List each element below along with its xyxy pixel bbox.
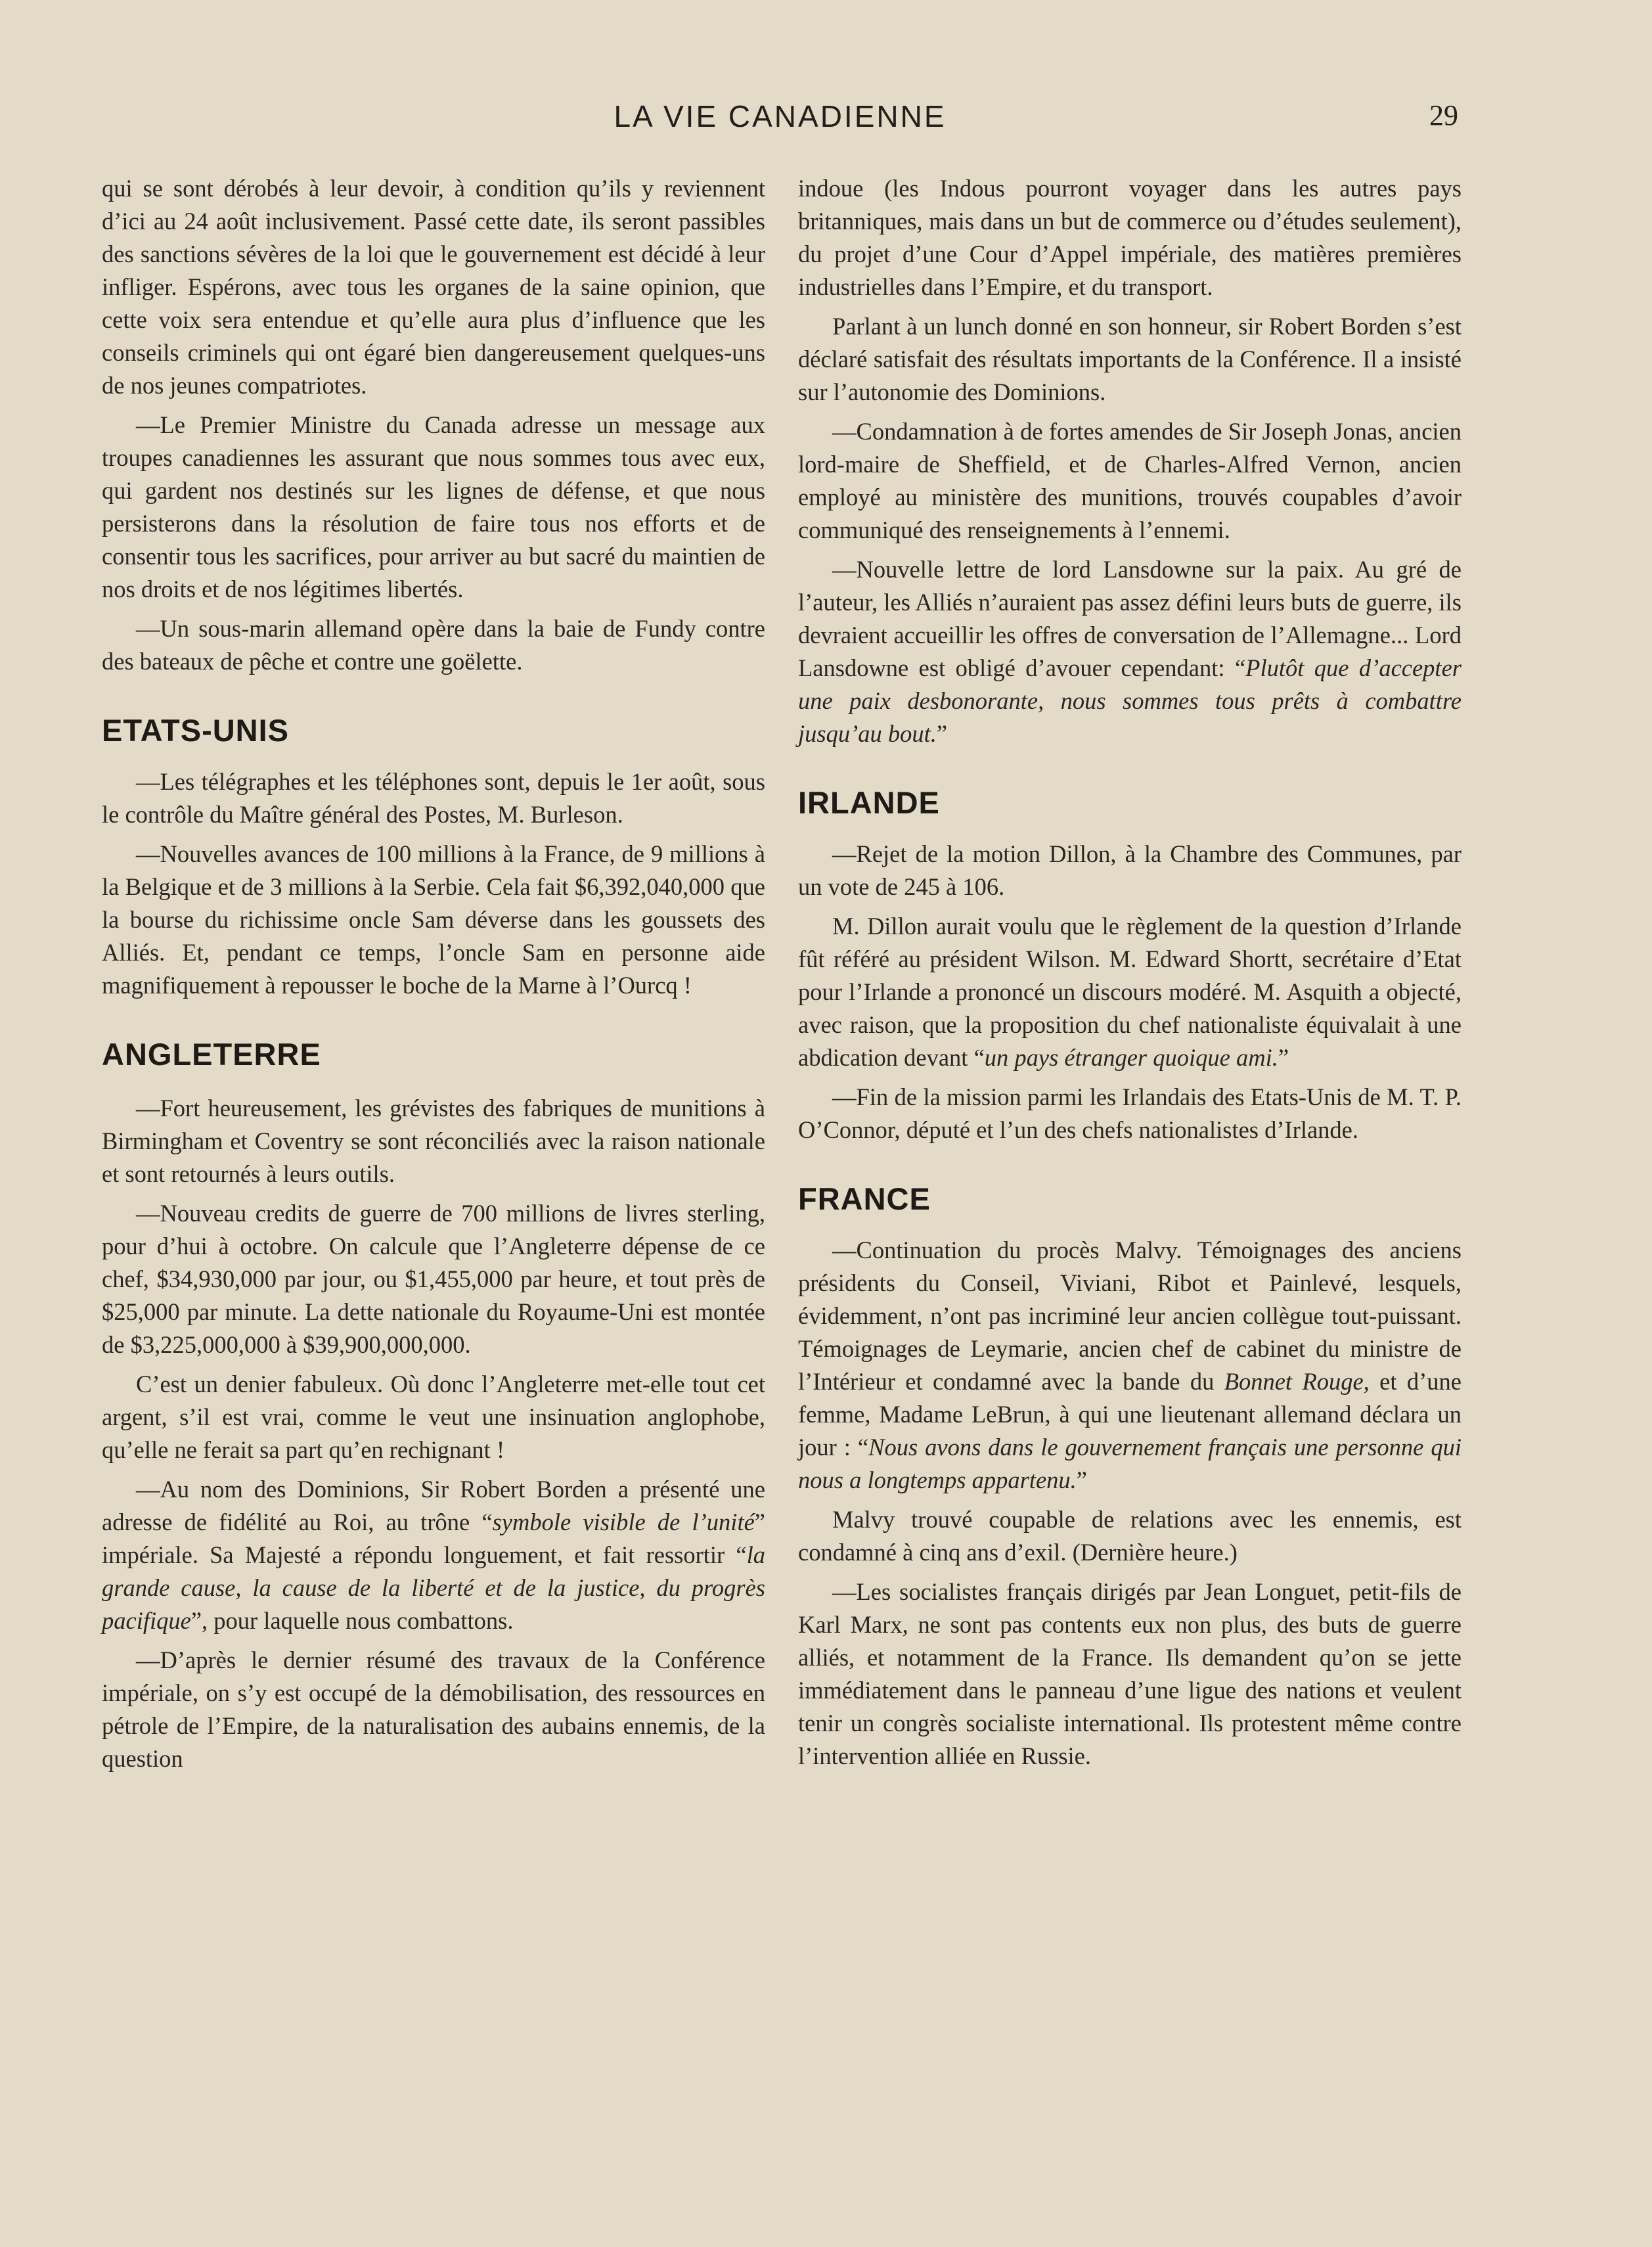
paragraph: —Les socialistes français dirigés par Jean Longuet, petit-fils de Karl Marx, ne sont pas contents eux non plus, des buts de guerre alliés, et notamment de la France. Ils demandent qu’on se jette immédiatement dans le panneau d’une ligue des nations et veulent tenir un congrès socialiste international. Ils protestent même contre l’intervention alliée en Russie. [798,1578,1462,1769]
paragraph [798,1234,1462,1497]
paragraph: —Rejet de la motion Dillon, à la Chambre des Communes, par un vote de 245 à 106. [798,840,1462,900]
text-run: —Continuation du procès Malvy. Témoignages des anciens présidents du Conseil, Viviani, Ribot et Painlevé, lesquels, évidemment, n’ont pas incriminé leur ancien collègue tout-puissant. Témoignages de Leymarie, ancien chef de cabinet du ministre de l’Intérieur et condamné avec la bande du [798,1237,1462,1395]
text-run: ” [936,720,948,747]
paragraph [798,553,1462,750]
paragraph [798,910,1462,1074]
paragraph: —D’après le dernier résumé des travaux de la Conférence impériale, on s’y est occupé de la démobilisation, des ressources en pétrole de l’Empire, de la naturalisation des aubains ennemis, de la question [102,1646,765,1772]
italic-title: Bonnet Rouge, [1224,1368,1370,1395]
paragraph: C’est un denier fabuleux. Où donc l’Angleterre met-elle tout cet argent, s’il est vrai, comme le veut une insinuation anglophobe, qu’elle ne ferait sa part qu’en rechignant ! [102,1371,765,1463]
paragraph [102,1473,765,1637]
paragraph: —Le Premier Ministre du Canada adresse un message aux troupes canadiennes les assurant que nous sommes tous avec eux, qui gardent nos destinés sur les lignes de défense, et que nous persisterons dans la résolution de faire tous nos efforts et de consentir tous les sacrifices, pour arriver au but sacré du maintien de nos droits et de nos légitimes libertés. [102,411,765,602]
paragraph: —Les télégraphes et les téléphones sont, depuis le 1er août, sous le contrôle du Maître général des Postes, M. Burleson. [102,768,765,828]
quote: Plutôt que d’accepter une paix desbonorante, nous sommes tous prêts à combattre jusqu’au bout. [798,654,1462,747]
paragraph: —Nouveau credits de guerre de 700 millions de livres sterling, pour d’hui à octobre. On calcule que l’Angleterre dépense de ce chef, $34,930,000 par jour, ou $1,455,000 par heure, et tout près de $25,000 par minute. La dette nationale du Royaume-Uni est montée de $3,225,000,000 à $39,900,000,000. [102,1200,765,1358]
paragraph: indoue (les Indous pourront voyager dans les autres pays britanniques, mais dans un but de commerce ou d’études seulement), du projet d’une Cour d’Appel impériale, des matières premières industrielles dans l’Empire, et du transport. [798,175,1462,300]
paragraph: —Nouvelles avances de 100 millions à la France, de 9 millions à la Belgique et de 3 millions à la Serbie. Cela fait $6,392,040,000 que la bourse du richissime oncle Sam déverse dans les goussets des Alliés. Et, pendant ce temps, l’oncle Sam en personne aide magnifiquement à repousser le boche de la Marne à l’Ourcq ! [102,840,765,999]
paragraph: —Fort heureusement, les grévistes des fabriques de munitions à Birmingham et Coventry se sont réconciliés avec la raison nationale et sont retournés à leurs outils. [102,1095,765,1187]
text-run: ”, pour laquelle nous combattons. [190,1607,514,1634]
quote: la grande cause, la cause de la liberté et de la justice, du progrès pacifique [102,1541,765,1634]
right-column [798,172,1462,1779]
text-run: —Au nom des Dominions, Sir Robert Borden a présenté une adresse de fidélité au Roi, au trône “ [102,1476,765,1535]
text-run: ” impériale. Sa Majesté a répondu longuement, et fait ressortir “ [102,1509,765,1568]
running-title: LA VIE CANADIENNE [614,99,947,133]
quote: un pays étranger quoique ami. [984,1044,1278,1071]
text-run: ” [1076,1466,1087,1493]
text-run: —Nouvelle lettre de lord Lansdowne sur la paix. Au gré de l’auteur, les Alliés n’auraient pas assez défini leurs buts de guerre, ils devraient accueillir les offres de conversation de l’Allemagne... Lord Lansdowne est obligé d’avouer cependant: “ [798,556,1462,681]
left-column [102,172,765,1782]
section-heading-angleterre: ANGLETERRE [102,1037,321,1072]
page-number: 29 [1429,99,1458,131]
section-heading-etats-unis: ETATS-UNIS [102,713,290,748]
quote: symbole visible de l’unité [492,1509,755,1535]
paragraph: Parlant à un lunch donné en son honneur, sir Robert Borden s’est déclaré satisfait des résultats importants de la Conférence. Il a insisté sur l’autonomie des Dominions. [798,313,1462,405]
section-heading-irlande: IRLANDE [798,785,940,820]
paragraph: —Fin de la mission parmi les Irlandais des Etats-Unis de M. T. P. O’Connor, député et l’un des chefs nationalistes d’Irlande. [798,1083,1462,1143]
paragraph: —Condamnation à de fortes amendes de Sir Joseph Jonas, ancien lord-maire de Sheffield, et de Charles-Alfred Vernon, ancien employé au ministère des munitions, trouvés coupables d’avoir communiqué des renseignements à l’ennemi. [798,418,1462,543]
paragraph: —Un sous-marin allemand opère dans la baie de Fundy contre des bateaux de pêche et contre une goëlette. [102,615,765,675]
page-header [102,99,1458,145]
paragraph: Malvy trouvé coupable de relations avec les ennemis, est condamné à cinq ans d’exil. (Dernière heure.) [798,1506,1462,1566]
text-run: et d’une femme, Madame LeBrun, à qui une lieutenant allemand déclara un jour : “ [798,1368,1462,1461]
paragraph: qui se sont dérobés à leur devoir, à condition qu’ils y reviennent d’ici au 24 août inclusivement. Passé cette date, ils seront passibles des sanctions sévères de la loi que le gouvernement est décidé à leur infliger. Espérons, avec tous les organes de la saine opinion, que cette voix sera entendue et qu’elle aura plus d’influence que les conseils criminels qui ont égaré bien dangereusement quelques-uns de nos jeunes compatriotes. [102,175,765,399]
text-run: ” [1278,1044,1289,1071]
section-heading-france: FRANCE [798,1181,931,1216]
text-run: M. Dillon aurait voulu que le règlement de la question d’Irlande fût référé au président Wilson. M. Edward Shortt, secrétaire d’Etat pour l’Irlande a prononcé un discours modéré. M. Asquith a objecté, avec raison, que la proposition du chef nationaliste équivalait à une abdication devant “ [798,913,1462,1071]
quote: Nous avons dans le gouvernement français une personne qui nous a longtemps appartenu. [798,1434,1462,1493]
